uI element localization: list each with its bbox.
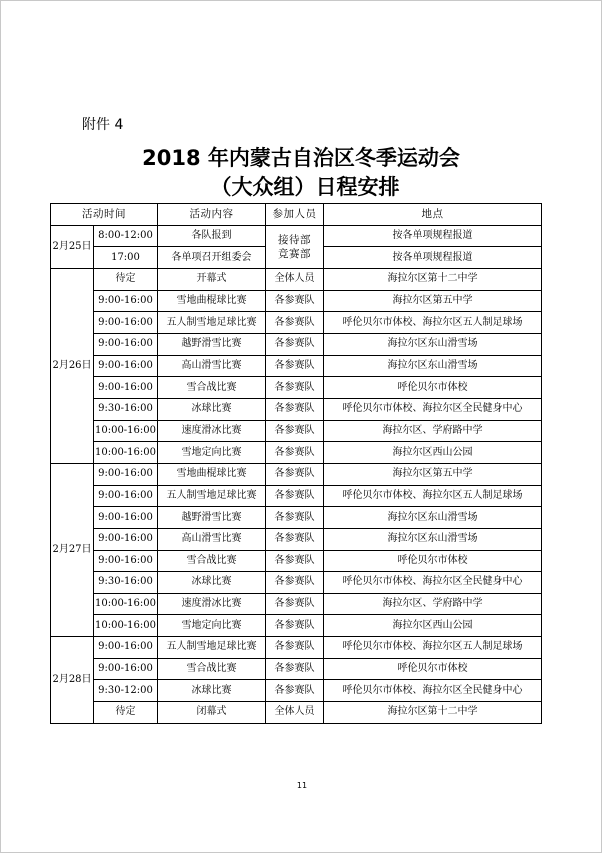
participants-cell: 各参赛队 <box>266 420 324 442</box>
table-row <box>51 485 542 507</box>
time-cell: 9:00-16:00 <box>94 312 158 334</box>
table-row <box>51 702 542 724</box>
location-cell: 海拉尔区西山公园 <box>324 442 542 464</box>
header-participants: 参加人员 <box>266 204 324 226</box>
table-row <box>51 225 542 247</box>
participants-cell: 各参赛队 <box>266 442 324 464</box>
location-cell: 海拉尔区东山滑雪场 <box>324 507 542 529</box>
time-cell: 9:30-16:00 <box>94 572 158 594</box>
activity-cell: 雪地曲棍球比赛 <box>158 463 266 485</box>
activity-cell: 雪合战比赛 <box>158 658 266 680</box>
location-cell: 呼伦贝尔市体校 <box>324 377 542 399</box>
time-cell: 10:00-16:00 <box>94 615 158 637</box>
participants-cell: 全体人员 <box>266 702 324 724</box>
page-number: 11 <box>296 781 308 790</box>
activity-cell: 速度滑冰比赛 <box>158 420 266 442</box>
activity-cell: 闭幕式 <box>158 702 266 724</box>
time-cell: 9:00-16:00 <box>94 528 158 550</box>
table-row <box>51 593 542 615</box>
location-cell: 呼伦贝尔市体校、海拉尔区全民健身中心 <box>324 398 542 420</box>
date-cell: 2月27日 <box>51 463 94 636</box>
participants-cell: 各参赛队 <box>266 355 324 377</box>
table-row <box>51 312 542 334</box>
activity-cell: 冰球比赛 <box>158 398 266 420</box>
table-row <box>51 528 542 550</box>
location-cell: 呼伦贝尔市体校、海拉尔区五人制足球场 <box>324 485 542 507</box>
participants-cell: 各参赛队 <box>266 615 324 637</box>
location-cell: 海拉尔区第十二中学 <box>324 702 542 724</box>
table-row <box>51 377 542 399</box>
activity-cell: 雪地定向比赛 <box>158 442 266 464</box>
time-cell: 8:00-12:00 <box>94 225 158 247</box>
location-cell: 海拉尔区东山滑雪场 <box>324 528 542 550</box>
time-cell: 9:00-16:00 <box>94 485 158 507</box>
date-cell: 2月25日 <box>51 225 94 268</box>
table-row <box>51 333 542 355</box>
time-cell: 9:00-16:00 <box>94 290 158 312</box>
location-cell: 海拉尔区第五中学 <box>324 463 542 485</box>
table-row <box>51 637 542 659</box>
activity-cell: 冰球比赛 <box>158 680 266 702</box>
time-cell: 9:00-16:00 <box>94 637 158 659</box>
table-row <box>51 420 542 442</box>
table-row <box>51 398 542 420</box>
location-cell: 呼伦贝尔市体校、海拉尔区五人制足球场 <box>324 312 542 334</box>
time-cell: 10:00-16:00 <box>94 442 158 464</box>
table-row <box>51 442 542 464</box>
time-cell: 10:00-16:00 <box>94 420 158 442</box>
activity-cell: 冰球比赛 <box>158 572 266 594</box>
date-cell: 2月28日 <box>51 637 94 724</box>
activity-cell: 开幕式 <box>158 268 266 290</box>
time-cell: 10:00-16:00 <box>94 593 158 615</box>
location-cell: 海拉尔区第五中学 <box>324 290 542 312</box>
activity-cell: 各单项召开组委会 <box>158 247 266 269</box>
participants-cell: 各参赛队 <box>266 463 324 485</box>
table-row <box>51 463 542 485</box>
activity-cell: 五人制雪地足球比赛 <box>158 312 266 334</box>
location-cell: 海拉尔区东山滑雪场 <box>324 355 542 377</box>
participants-cell: 全体人员 <box>266 268 324 290</box>
participants-cell: 各参赛队 <box>266 658 324 680</box>
time-cell: 待定 <box>94 702 158 724</box>
header-activity: 活动内容 <box>158 204 266 226</box>
activity-cell: 各队报到 <box>158 225 266 247</box>
date-cell: 2月26日 <box>51 268 94 463</box>
location-cell: 呼伦贝尔市体校、海拉尔区全民健身中心 <box>324 680 542 702</box>
activity-cell: 越野滑雪比赛 <box>158 507 266 529</box>
activity-cell: 雪地定向比赛 <box>158 615 266 637</box>
table-row <box>51 268 542 290</box>
activity-cell: 速度滑冰比赛 <box>158 593 266 615</box>
activity-cell: 越野滑雪比赛 <box>158 333 266 355</box>
time-cell: 9:00-16:00 <box>94 658 158 680</box>
time-cell: 9:30-16:00 <box>94 398 158 420</box>
header-time: 活动时间 <box>51 204 158 226</box>
participants-cell: 各参赛队 <box>266 572 324 594</box>
table-row <box>51 550 542 572</box>
participants-cell: 各参赛队 <box>266 485 324 507</box>
participants-line: 接待部 <box>278 233 311 246</box>
participants-line: 竞赛部 <box>278 247 311 260</box>
activity-cell: 雪合战比赛 <box>158 377 266 399</box>
time-cell: 9:00-16:00 <box>94 550 158 572</box>
participants-cell: 各参赛队 <box>266 377 324 399</box>
header-location: 地点 <box>324 204 542 226</box>
activity-cell: 雪地曲棍球比赛 <box>158 290 266 312</box>
time-cell: 待定 <box>94 268 158 290</box>
activity-cell: 五人制雪地足球比赛 <box>158 485 266 507</box>
participants-cell: 各参赛队 <box>266 593 324 615</box>
table-row <box>51 290 542 312</box>
location-cell: 呼伦贝尔市体校、海拉尔区五人制足球场 <box>324 637 542 659</box>
location-cell: 呼伦贝尔市体校、海拉尔区全民健身中心 <box>324 572 542 594</box>
time-cell: 9:00-16:00 <box>94 333 158 355</box>
location-cell: 按各单项规程报道 <box>324 247 542 269</box>
time-cell: 9:00-16:00 <box>94 463 158 485</box>
participants-cell: 各参赛队 <box>266 637 324 659</box>
table-row <box>51 658 542 680</box>
participants-cell: 各参赛队 <box>266 507 324 529</box>
location-cell: 海拉尔区第十二中学 <box>324 268 542 290</box>
table-row <box>51 680 542 702</box>
time-cell: 9:30-12:00 <box>94 680 158 702</box>
activity-cell: 五人制雪地足球比赛 <box>158 637 266 659</box>
participants-cell: 各参赛队 <box>266 680 324 702</box>
participants-cell: 各参赛队 <box>266 528 324 550</box>
schedule-table <box>50 203 542 724</box>
schedule-body <box>51 225 542 723</box>
table-row <box>51 572 542 594</box>
time-cell: 9:00-16:00 <box>94 507 158 529</box>
participants-cell <box>266 225 324 268</box>
page-subtitle: （大众组）日程安排 <box>210 175 400 199</box>
location-cell: 海拉尔区、学府路中学 <box>324 420 542 442</box>
page-title: 2018 年内蒙古自治区冬季运动会 <box>142 146 460 170</box>
participants-cell: 各参赛队 <box>266 398 324 420</box>
location-cell: 呼伦贝尔市体校 <box>324 658 542 680</box>
table-header-row <box>51 204 542 226</box>
location-cell: 按各单项规程报道 <box>324 225 542 247</box>
activity-cell: 雪合战比赛 <box>158 550 266 572</box>
time-cell: 9:00-16:00 <box>94 377 158 399</box>
participants-cell: 各参赛队 <box>266 550 324 572</box>
time-cell: 9:00-16:00 <box>94 355 158 377</box>
location-cell: 海拉尔区东山滑雪场 <box>324 333 542 355</box>
attachment-label: 附件 4 <box>82 117 124 133</box>
participants-cell: 各参赛队 <box>266 290 324 312</box>
table-row <box>51 355 542 377</box>
location-cell: 海拉尔区、学府路中学 <box>324 593 542 615</box>
location-cell: 呼伦贝尔市体校 <box>324 550 542 572</box>
location-cell: 海拉尔区西山公园 <box>324 615 542 637</box>
participants-cell: 各参赛队 <box>266 333 324 355</box>
table-row <box>51 615 542 637</box>
activity-cell: 高山滑雪比赛 <box>158 528 266 550</box>
participants-cell: 各参赛队 <box>266 312 324 334</box>
time-cell: 17:00 <box>94 247 158 269</box>
activity-cell: 高山滑雪比赛 <box>158 355 266 377</box>
table-row <box>51 507 542 529</box>
